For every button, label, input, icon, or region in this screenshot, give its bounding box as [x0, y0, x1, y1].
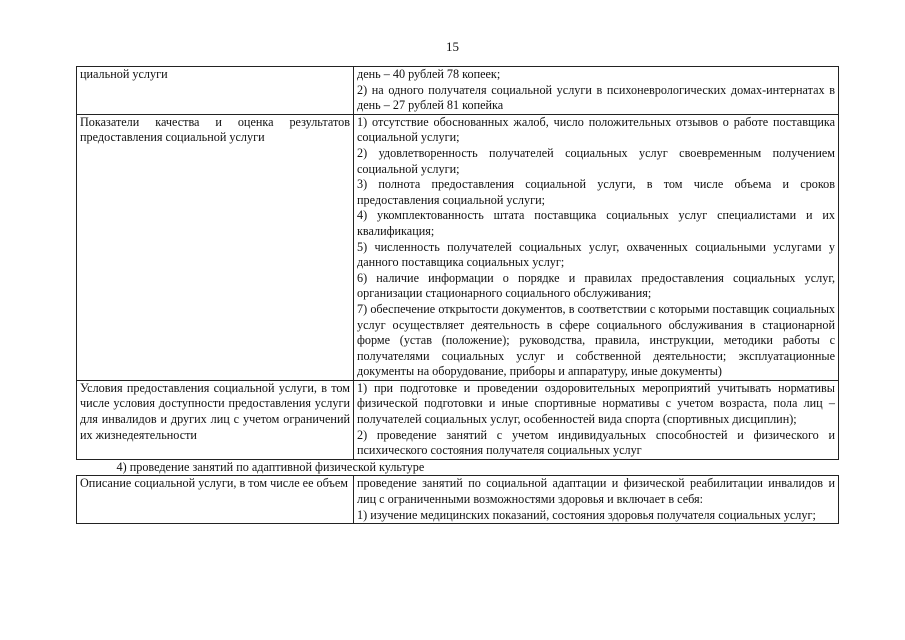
- content-line: 1) изучение медицинских показаний, состояния здоровья получателя социальных услуг;: [357, 507, 816, 522]
- page-number: 15: [446, 39, 459, 54]
- row-content: [354, 380, 839, 459]
- row-label: Показатели качества и оценка результатов предоставления социальной услуги: [77, 114, 354, 380]
- content-line: 3) полнота предоставления социальной услуги, в том числе объема и сроков предоставления социальной услуги;: [357, 177, 835, 207]
- table-row: [77, 476, 839, 524]
- content-line: 2) на одного получателя социальной услуги в психоневрологических домах-интернатах в день – 27 рублей 81 копейка: [357, 82, 835, 113]
- section-heading-row: [77, 459, 839, 476]
- row-content: [354, 114, 839, 380]
- content-line: 6) наличие информации о порядке и правилах предоставления социальных услуг, организации стационарного социального обслуживания;: [357, 270, 835, 301]
- row-content: [354, 476, 839, 524]
- row-label: Условия предоставления социальной услуги, в том числе условия доступности предоставления услуги для инвалидов и других лиц с учетом ограничений их жизнедеятельности: [77, 380, 354, 459]
- content-line: 1) при подготовке и проведении оздоровительных мероприятий учитывать нормативы физической подготовки и иные спортивные нормативы с учетом возраста, пола лиц – получателей социальных услуг, особенностей вида спорта (спортивных дисциплин);: [357, 380, 835, 427]
- section-heading: 4) проведение занятий по адаптивной физической культуре: [77, 459, 839, 476]
- content-line: проведение занятий по социальной адаптации и физической реабилитации инвалидов и лиц с ограниченными возможностями здоровья и включает в себя:: [357, 476, 835, 507]
- content-line: 5) численность получателей социальных услуг, охваченных социальными услугами у данного поставщика социальных услуг;: [357, 239, 835, 270]
- row-label: Описание социальной услуги, в том числе ее объем: [77, 476, 354, 524]
- table-row: [77, 380, 839, 459]
- content-line: 1) отсутствие обоснованных жалоб, число положительных отзывов о работе поставщика социальной услуги;: [357, 114, 835, 145]
- content-line: день – 40 рублей 78 копеек;: [357, 67, 501, 81]
- content-line: 2) удовлетворенность получателей социальных услуг своевременным получением социальной услуги;: [357, 145, 835, 176]
- services-table: [76, 66, 839, 524]
- content-line: 2) проведение занятий с учетом индивидуальных способностей и физического и психического состояния получателя социальных услуг: [357, 427, 835, 458]
- content-line: 7) обеспечение открытости документов, в соответствии с которыми поставщик социальных услуг осуществляет деятельность в сфере социального обслуживания в стационарной форме (устав (положение); руководства, правила, инструкции, методики работы с получателями социальных услуг и собственной деятельности; эксплуатационные документы на оборудование, приборы и аппаратуру, иные документы): [357, 301, 835, 379]
- row-content: [354, 67, 839, 115]
- content-line: 4) укомплектованность штата поставщика социальных услуг специалистами и их квалификация;: [357, 208, 835, 238]
- table-row: [77, 114, 839, 380]
- row-label: циальной услуги: [77, 67, 354, 115]
- table-row: [77, 67, 839, 115]
